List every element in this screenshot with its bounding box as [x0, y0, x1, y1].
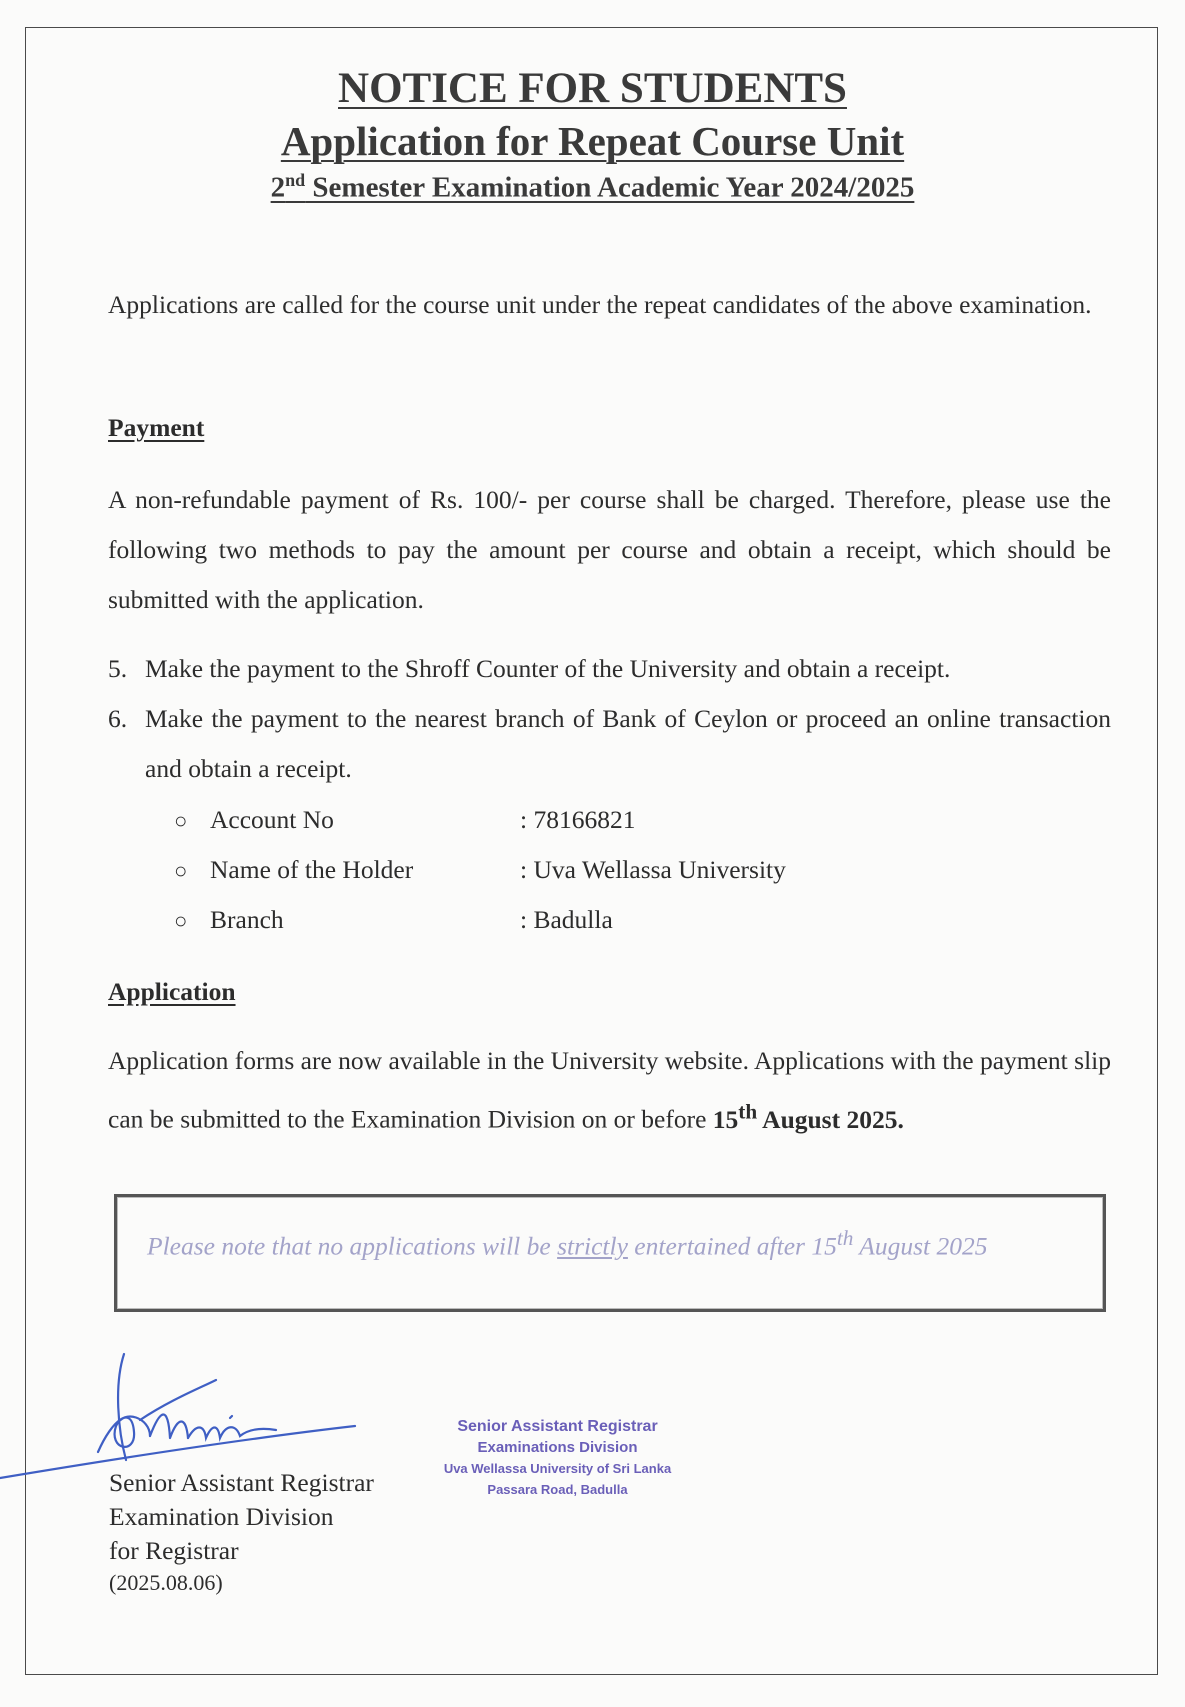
note-text: Please note that no applications will be strictly entertained after 15th August 2025 — [147, 1226, 988, 1261]
application-heading: Application — [108, 977, 236, 1006]
intro-paragraph: Applications are called for the course unit under the repeat candidates of the above examination. — [108, 290, 1092, 319]
payment-paragraph: A non-refundable payment of Rs. 100/- per course shall be charged. Therefore, please use the following two methods to pay the amount per course and obtain a receipt, which should be submitted with the application. — [108, 485, 1111, 614]
bullet-icon: ○ — [174, 908, 188, 933]
stamp-line: Uva Wellassa University of Sri Lanka — [443, 1461, 672, 1476]
method-text: Make the payment to the Shroff Counter of the University and obtain a receipt. — [145, 654, 951, 683]
note-box — [114, 1194, 1106, 1312]
application-paragraph: Application forms are now available in the University website. Applications with the payment slip can be submitted to the Examination Division on or before 15th August 2025. — [108, 1046, 1111, 1134]
bullet-icon: ○ — [174, 808, 188, 833]
bank-detail-account: ○ Account No : 78166821 — [174, 805, 636, 834]
bank-detail-holder: ○ Name of the Holder : Uva Wellassa University — [174, 855, 786, 884]
method-number: 5. — [108, 654, 128, 683]
signatory-block — [109, 1466, 374, 1568]
bank-detail-branch: ○ Branch : Badulla — [174, 905, 613, 934]
signatory-date: (2025.08.06) — [109, 1570, 223, 1595]
signatory-for: for Registrar — [109, 1536, 239, 1565]
official-stamp — [420, 1416, 695, 1500]
method-text: Make the payment to the nearest branch of Bank of Ceylon or proceed an online transaction and obtain a receipt. — [145, 704, 1111, 783]
stamp-line: Passara Road, Badulla — [487, 1482, 628, 1497]
payment-heading: Payment — [108, 413, 205, 442]
notice-title: NOTICE FOR STUDENTS — [338, 65, 847, 112]
notice-semester: 2nd Semester Examination Academic Year 2024/2025 — [270, 170, 915, 204]
signatory-division: Examination Division — [109, 1502, 334, 1531]
signatory-title: Senior Assistant Registrar — [109, 1468, 374, 1497]
notice-subtitle: Application for Repeat Course Unit — [280, 118, 905, 164]
stamp-line: Senior Assistant Registrar — [457, 1418, 658, 1435]
stamp-line: Examinations Division — [477, 1439, 638, 1456]
method-number: 6. — [108, 704, 128, 733]
deadline: 15th August 2025. — [712, 1099, 904, 1134]
bullet-icon: ○ — [174, 858, 188, 883]
